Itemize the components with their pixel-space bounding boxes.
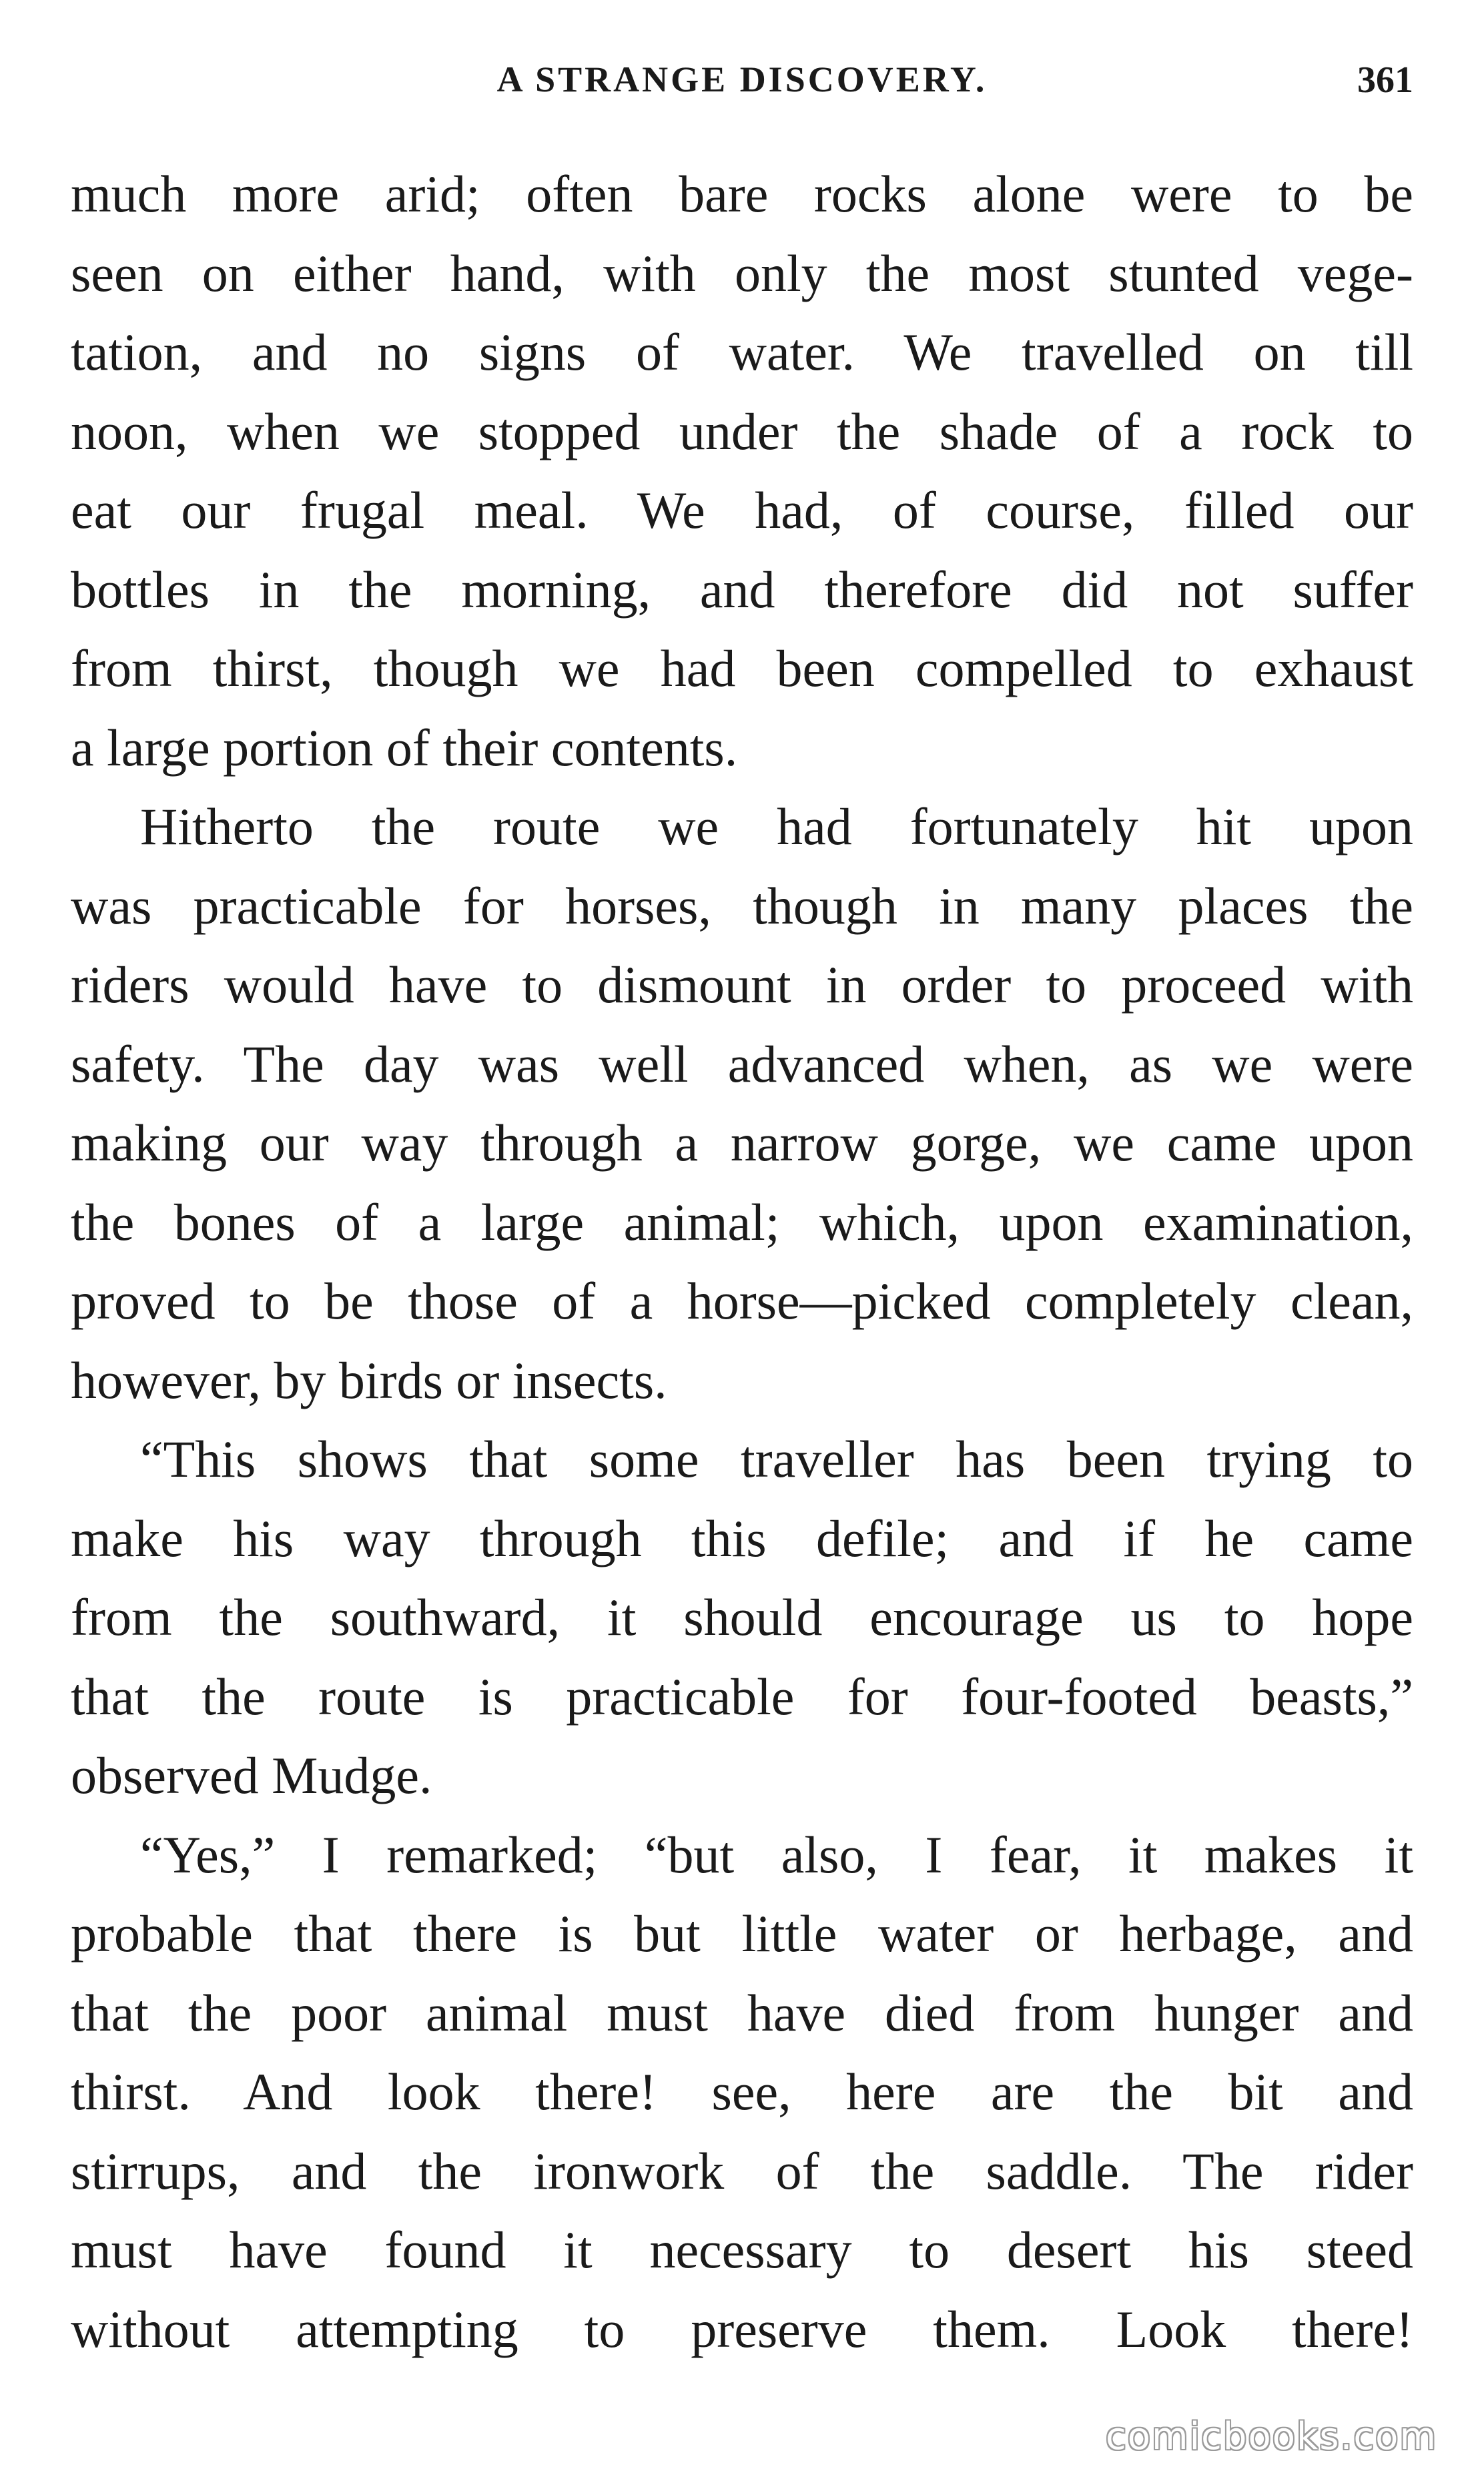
page-number: 361 [1357,59,1413,101]
text-line: a large portion of their contents. [71,718,738,777]
paragraph-1 [71,155,1413,787]
text-line: from the southward, it should encourage us to hope [71,1588,1413,1646]
paragraph-3 [71,1420,1413,1816]
text-line: make his way through this defile; and if he came [71,1509,1413,1567]
watermark: comicbooks.com [1105,2415,1437,2458]
text-line: “This shows that some traveller has been trying to [140,1430,1413,1488]
text-line: probable that there is but little water or herbage, and [71,1904,1413,1963]
text-line: that the poor animal must have died from hunger and [71,1983,1413,2042]
text-line: seen on either hand, with only the most stunted vege- [71,244,1413,302]
text-line: noon, when we stopped under the shade of a rock to [71,402,1413,460]
text-line: must have found it necessary to desert his steed [71,2221,1413,2279]
text-line: eat our frugal meal. We had, of course, filled our [71,481,1413,539]
page-header [71,59,1413,112]
text-line: was practicable for horses, though in many places the [71,876,1413,935]
text-line: the bones of a large animal; which, upon examination, [71,1192,1413,1251]
text-line: however, by birds or insects. [71,1351,667,1409]
body-text [71,155,1413,2369]
text-line: “Yes,” I remarked; “but also, I fear, it makes it [140,1825,1413,1884]
text-line: thirst. And look there! see, here are the bit and [71,2063,1413,2121]
text-line: observed Mudge. [71,1746,432,1804]
paragraph-2 [71,787,1413,1420]
text-line: much more arid; often bare rocks alone were to be [71,165,1413,223]
text-line: riders would have to dismount in order to proceed with [71,956,1413,1014]
text-line: tation, and no signs of water. We travelled on till [71,323,1413,381]
text-line: that the route is practicable for four-footed beasts,” [71,1667,1413,1726]
text-line: safety. The day was well advanced when, as we were [71,1034,1413,1093]
running-title: A STRANGE DISCOVERY. [496,59,988,99]
text-line: Hitherto the route we had fortunately hit upon [140,797,1413,855]
paragraph-4 [71,1816,1413,2370]
text-line: proved to be those of a horse—picked completely clean, [71,1272,1413,1330]
text-line: without attempting to preserve them. Look there! [71,2299,1413,2358]
text-line: bottles in the morning, and therefore did not suffer [71,560,1413,619]
text-line: stirrups, and the ironwork of the saddle. The rider [71,2141,1413,2200]
text-line: making our way through a narrow gorge, we came upon [71,1114,1413,1172]
text-line: from thirst, though we had been compelled to exhaust [71,639,1413,697]
